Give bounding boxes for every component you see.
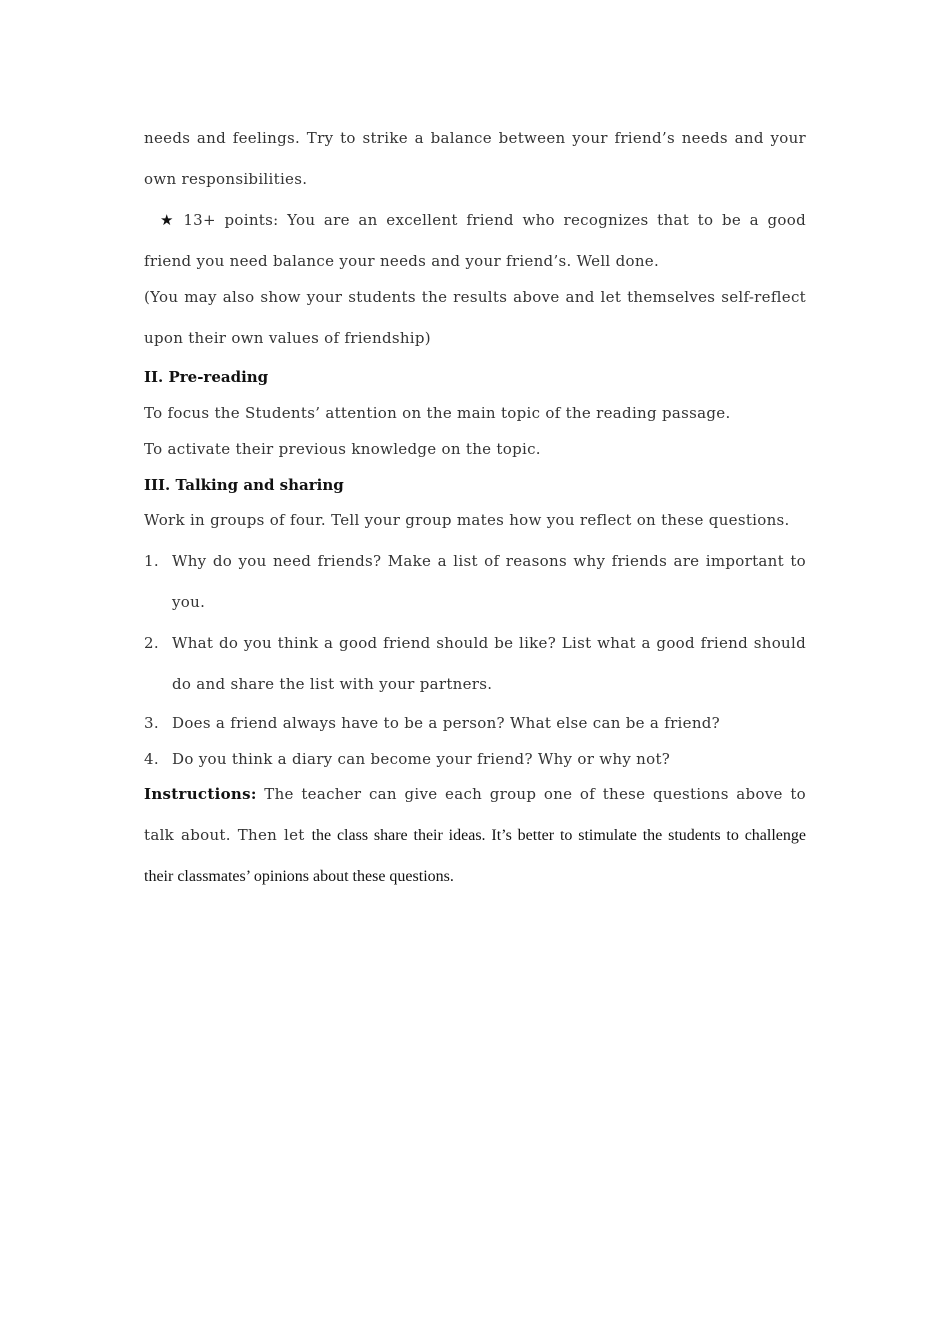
paragraph-balance: needs and feelings. Try to strike a balance between your friend’s needs and your own responsibilities. [144, 129, 806, 188]
section-heading-talking: III. Talking and sharing [144, 476, 344, 494]
list-item-text: What do you think a good friend should be like? List what a good friend should do and share the list with your partners. [172, 634, 806, 693]
star-icon: ★ [160, 211, 178, 229]
pre-reading-line-1: To focus the Students’ attention on the main topic of the reading passage. [144, 404, 731, 422]
list-item-text: Does a friend always have to be a person? What else can be a friend? [172, 714, 721, 732]
list-item [144, 705, 806, 741]
question-list [144, 541, 806, 777]
list-item [144, 541, 806, 623]
instructions-text-end: the class share their ideas. It’s better to stimulate the students to challenge their classmates’ opinions about these questions. [144, 827, 806, 885]
list-item-number: 4. [144, 750, 159, 768]
instructions-label: Instructions: [144, 785, 257, 803]
list-item-number: 3. [144, 714, 159, 732]
list-item [144, 623, 806, 705]
paragraph-13-points-text: 13+ points: You are an excellent friend who recognizes that to be a good friend you need balance your needs and your friend’s. Well done. [144, 211, 806, 270]
list-item-number: 2. [144, 634, 159, 652]
instructions-paragraph [144, 774, 806, 897]
talking-intro: Work in groups of four. Tell your group mates how you reflect on these questions. [144, 511, 790, 529]
paragraph-13-points [144, 200, 806, 282]
instructions-text: The teacher can give each group one of these questions above to talk about. Then let [144, 785, 806, 844]
paragraph-note: (You may also show your students the results above and let themselves self-reflect upon their own values of friendship) [144, 288, 806, 347]
pre-reading-line-2: To activate their previous knowledge on the topic. [144, 440, 541, 458]
list-item-text: Do you think a diary can become your friend? Why or why not? [172, 750, 671, 768]
list-item-text: Why do you need friends? Make a list of reasons why friends are important to you. [172, 552, 806, 611]
section-heading-pre-reading: II. Pre-reading [144, 368, 269, 386]
list-item-number: 1. [144, 552, 159, 570]
document-body [144, 118, 806, 897]
list-item [144, 741, 806, 777]
